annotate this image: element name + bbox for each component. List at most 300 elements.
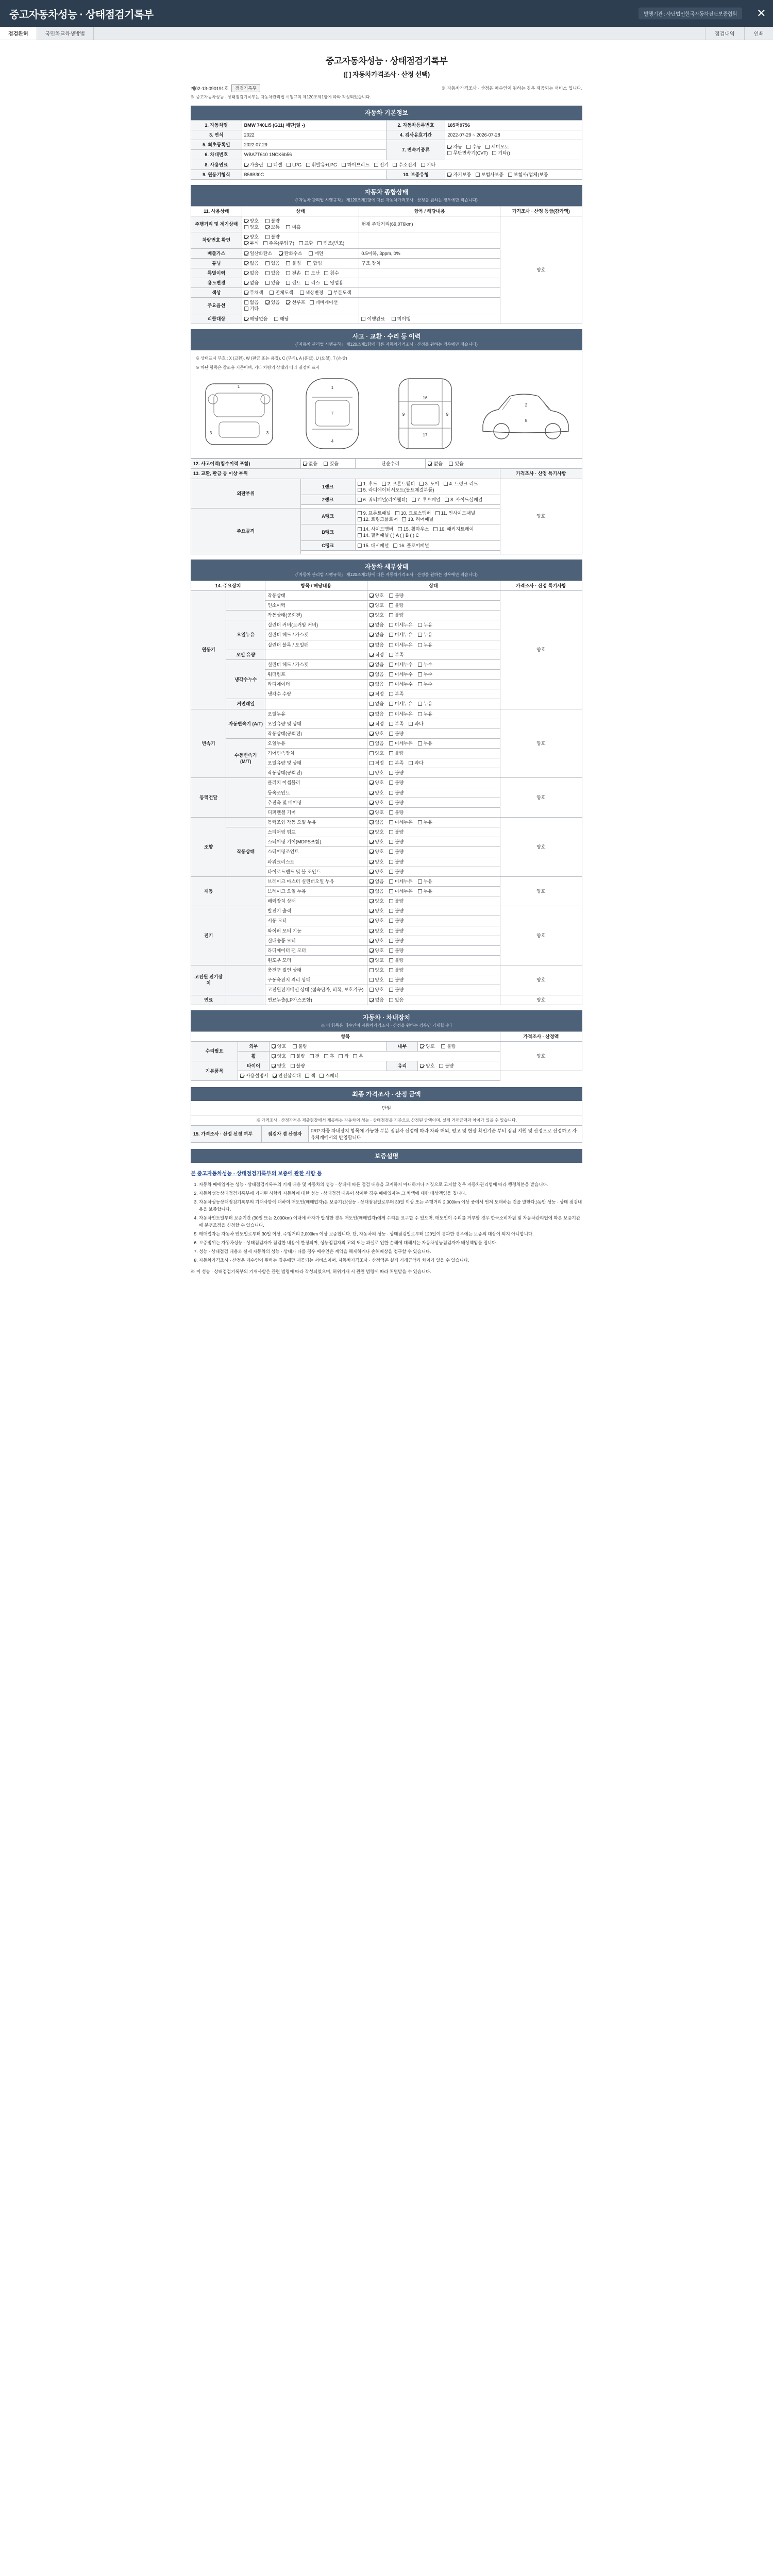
value-tire[interactable]: [269, 1061, 386, 1071]
opt-없음[interactable]: [369, 711, 384, 717]
checkbox-icon[interactable]: [358, 498, 362, 502]
checkbox-icon[interactable]: [244, 317, 248, 321]
checkbox-icon[interactable]: [389, 889, 393, 893]
checkbox-icon[interactable]: [389, 879, 393, 884]
opt-transmission-etc[interactable]: 기타(): [492, 150, 510, 156]
checkbox-icon[interactable]: [324, 271, 328, 275]
tier-a-items[interactable]: [355, 508, 500, 524]
opt-transmission-cvt[interactable]: 무단변속기(CVT): [447, 150, 488, 156]
opt-없음[interactable]: [369, 888, 384, 894]
close-icon[interactable]: ✕: [757, 7, 766, 20]
checkbox-icon[interactable]: [418, 741, 422, 745]
opt-양호[interactable]: [369, 928, 384, 934]
checkbox-icon[interactable]: [369, 781, 374, 785]
checkbox-icon[interactable]: [265, 261, 270, 265]
detail-options[interactable]: [367, 916, 500, 926]
checkbox-icon[interactable]: [389, 850, 393, 854]
checkbox-icon[interactable]: [389, 948, 393, 953]
checkbox-icon[interactable]: [244, 307, 248, 311]
checkbox-icon[interactable]: [418, 663, 422, 667]
opt-options-none[interactable]: 없음: [244, 299, 259, 306]
opt-wheel-house[interactable]: 15. 휠하우스: [398, 526, 429, 532]
checkbox-icon[interactable]: [418, 712, 422, 716]
row-color-state[interactable]: [242, 288, 359, 298]
checkbox-icon[interactable]: [389, 761, 393, 765]
opt-누유[interactable]: [418, 632, 432, 638]
checkbox-icon[interactable]: [418, 889, 422, 893]
opt-없음[interactable]: [369, 701, 384, 707]
tab-detail[interactable]: 점검내역: [705, 27, 744, 40]
checkbox-icon[interactable]: [300, 291, 304, 295]
checkbox-icon[interactable]: [369, 603, 374, 607]
checkbox-icon[interactable]: [244, 219, 248, 223]
checkbox-icon[interactable]: [353, 1054, 357, 1058]
opt-special-total-loss[interactable]: 전손: [286, 270, 300, 276]
checkbox-icon[interactable]: [358, 517, 362, 521]
checkbox-icon[interactable]: [389, 968, 393, 972]
opt-미세누유[interactable]: [389, 632, 413, 638]
checkbox-icon[interactable]: [369, 879, 374, 884]
opt-없음[interactable]: [369, 878, 384, 885]
opt-warranty-company[interactable]: 보험사(업체)보증: [508, 172, 548, 178]
detail-options[interactable]: [367, 659, 500, 669]
checkbox-icon[interactable]: [274, 317, 278, 321]
opt-warranty-self[interactable]: 자기보증: [447, 172, 471, 178]
detail-options[interactable]: [367, 768, 500, 778]
checkbox-icon[interactable]: [369, 643, 374, 647]
opt-wheel-good[interactable]: 양호: [272, 1053, 286, 1059]
checkbox-icon[interactable]: [418, 623, 422, 627]
opt-fuel-hybrid[interactable]: 하이브리드: [342, 162, 369, 168]
detail-options[interactable]: [367, 896, 500, 906]
opt-적정[interactable]: [369, 652, 384, 658]
checkbox-icon[interactable]: [369, 948, 374, 953]
opt-transmission-manual[interactable]: 수동: [466, 144, 481, 150]
opt-emission-hc[interactable]: 탄화수소: [279, 250, 303, 257]
opt-과다[interactable]: [409, 760, 423, 766]
checkbox-icon[interactable]: [317, 241, 322, 245]
opt-emission-co[interactable]: 일산화탄소: [244, 250, 272, 257]
opt-불량[interactable]: [389, 800, 404, 806]
detail-options[interactable]: [367, 857, 500, 867]
detail-options[interactable]: [367, 590, 500, 600]
checkbox-icon[interactable]: [382, 482, 386, 486]
opt-없음[interactable]: [369, 642, 384, 648]
opt-미세누유[interactable]: [389, 878, 413, 885]
checkbox-icon[interactable]: [291, 1064, 295, 1068]
opt-누수[interactable]: [418, 662, 432, 668]
detail-options[interactable]: [367, 956, 500, 965]
checkbox-icon[interactable]: [328, 291, 332, 295]
checkbox-icon[interactable]: [369, 978, 374, 982]
checkbox-icon[interactable]: [389, 751, 393, 755]
opt-fuel-lpg[interactable]: LPG: [287, 162, 301, 168]
opt-불량[interactable]: [389, 957, 404, 963]
checkbox-icon[interactable]: [369, 682, 374, 686]
opt-front-panel[interactable]: 9. 프론트패널: [358, 510, 391, 516]
opt-미세누수[interactable]: [389, 681, 413, 687]
checkbox-icon[interactable]: [244, 261, 248, 265]
opt-color-changed[interactable]: 색상변경: [300, 290, 324, 296]
row-usechange-state[interactable]: [242, 278, 359, 287]
checkbox-icon[interactable]: [418, 643, 422, 647]
opt-없음[interactable]: [369, 819, 384, 825]
checkbox-icon[interactable]: [369, 840, 374, 844]
checkbox-icon[interactable]: [369, 771, 374, 775]
checkbox-icon[interactable]: [369, 850, 374, 854]
checkbox-icon[interactable]: [389, 929, 393, 933]
opt-없음[interactable]: [369, 997, 384, 1003]
tab-education[interactable]: 국민차교육생방법: [37, 27, 94, 40]
detail-options[interactable]: [367, 837, 500, 847]
opt-누유[interactable]: [418, 740, 432, 747]
detail-options[interactable]: [367, 620, 500, 630]
checkbox-icon[interactable]: [393, 163, 397, 167]
opt-불량[interactable]: [389, 592, 404, 599]
opt-미세누유[interactable]: [389, 622, 413, 628]
opt-spanner[interactable]: 스패너: [320, 1073, 339, 1079]
checkbox-icon[interactable]: [435, 511, 440, 515]
opt-wheel-left[interactable]: 좌: [339, 1053, 349, 1059]
checkbox-icon[interactable]: [324, 1054, 328, 1058]
checkbox-icon[interactable]: [418, 672, 422, 676]
detail-options[interactable]: [367, 926, 500, 936]
opt-tuning-yes[interactable]: 있음: [265, 260, 280, 266]
opt-부족[interactable]: [389, 652, 404, 658]
opt-color-partial-paint[interactable]: 부분도색: [328, 290, 351, 296]
opt-special-none[interactable]: 없음: [244, 270, 259, 276]
checkbox-icon[interactable]: [299, 241, 303, 245]
opt-color-plain[interactable]: 무채색: [244, 290, 263, 296]
checkbox-icon[interactable]: [342, 163, 346, 167]
checkbox-icon[interactable]: [418, 682, 422, 686]
checkbox-icon[interactable]: [244, 163, 248, 167]
checkbox-icon[interactable]: [369, 860, 374, 864]
opt-usechange-none[interactable]: 없음: [244, 280, 259, 286]
checkbox-icon[interactable]: [389, 623, 393, 627]
opt-불량[interactable]: [389, 947, 404, 954]
opt-simple-repair-none[interactable]: 없음: [428, 461, 442, 467]
detail-options[interactable]: [367, 728, 500, 738]
opt-usechange-yes[interactable]: 있음: [265, 280, 280, 286]
checkbox-icon[interactable]: [369, 939, 374, 943]
detail-options[interactable]: [367, 669, 500, 679]
opt-불량[interactable]: [389, 849, 404, 855]
opt-적정[interactable]: [369, 760, 384, 766]
value-transmission[interactable]: [445, 140, 582, 160]
checkbox-icon[interactable]: [272, 1044, 276, 1048]
opt-floor-panel[interactable]: 16. 플로어패널: [393, 543, 429, 549]
checkbox-icon[interactable]: [418, 633, 422, 637]
value-warranty-type[interactable]: [445, 170, 582, 179]
checkbox-icon[interactable]: [389, 939, 393, 943]
row-tuning-state[interactable]: [242, 258, 359, 268]
opt-양호[interactable]: [369, 977, 384, 983]
opt-fuel-diesel[interactable]: 디젤: [267, 162, 282, 168]
opt-양호[interactable]: [369, 800, 384, 806]
checkbox-icon[interactable]: [508, 173, 512, 177]
checkbox-icon[interactable]: [358, 527, 362, 531]
opt-불량[interactable]: [389, 829, 404, 835]
opt-odometer-high[interactable]: 미흡: [286, 224, 300, 230]
opt-tuning-illegal[interactable]: 불법: [286, 260, 300, 266]
checkbox-icon[interactable]: [310, 1054, 314, 1058]
opt-미세누유[interactable]: [389, 642, 413, 648]
checkbox-icon[interactable]: [369, 929, 374, 933]
checkbox-icon[interactable]: [419, 482, 424, 486]
checkbox-icon[interactable]: [389, 830, 393, 834]
checkbox-icon[interactable]: [293, 1044, 297, 1048]
opt-양호[interactable]: [369, 938, 384, 944]
checkbox-icon[interactable]: [369, 820, 374, 824]
checkbox-icon[interactable]: [273, 1074, 277, 1078]
detail-options[interactable]: [367, 630, 500, 640]
opt-exterior-bad[interactable]: 불량: [293, 1043, 307, 1049]
checkbox-icon[interactable]: [389, 810, 393, 815]
opt-vin-bad[interactable]: 불량: [265, 234, 280, 240]
checkbox-icon[interactable]: [244, 225, 248, 229]
opt-accident-yes[interactable]: 있음: [324, 461, 338, 467]
checkbox-icon[interactable]: [267, 163, 272, 167]
opt-manual[interactable]: 사용설명서: [240, 1073, 268, 1079]
opt-fuel-hydrogen[interactable]: 수소전지: [393, 162, 416, 168]
checkbox-icon[interactable]: [369, 732, 374, 736]
checkbox-icon[interactable]: [409, 722, 413, 726]
opt-양호[interactable]: [369, 869, 384, 875]
detail-options[interactable]: [367, 887, 500, 896]
checkbox-icon[interactable]: [395, 511, 399, 515]
value-interior[interactable]: [418, 1041, 500, 1051]
row-emission-state[interactable]: [242, 248, 359, 258]
opt-누유[interactable]: [418, 701, 432, 707]
checkbox-icon[interactable]: [324, 462, 328, 466]
detail-options[interactable]: [367, 738, 500, 748]
opt-불량[interactable]: [389, 918, 404, 924]
checkbox-icon[interactable]: [286, 271, 290, 275]
opt-emission-smoke[interactable]: 매연: [309, 250, 323, 257]
opt-dash-panel[interactable]: 15. 대시패널: [358, 543, 389, 549]
opt-불량[interactable]: [389, 908, 404, 914]
opt-불량[interactable]: [389, 839, 404, 845]
opt-exterior-good[interactable]: 양호: [272, 1043, 286, 1049]
checkbox-icon[interactable]: [389, 594, 393, 598]
row-options-state[interactable]: [242, 298, 359, 314]
opt-미세누유[interactable]: [389, 711, 413, 717]
checkbox-icon[interactable]: [286, 225, 290, 229]
detail-options[interactable]: [367, 995, 500, 1005]
checkbox-icon[interactable]: [303, 462, 307, 466]
opt-warning-triangle[interactable]: 안전삼각대: [273, 1073, 300, 1079]
opt-없음[interactable]: [369, 671, 384, 677]
opt-불량[interactable]: [389, 938, 404, 944]
checkbox-icon[interactable]: [389, 791, 393, 795]
opt-odometer-low[interactable]: 양호: [244, 224, 259, 230]
opt-불량[interactable]: [389, 859, 404, 865]
checkbox-icon[interactable]: [389, 633, 393, 637]
opt-inside-panel[interactable]: 11. 인사이드패널: [435, 510, 476, 516]
opt-wheel-front[interactable]: 전: [310, 1053, 320, 1059]
opt-불량[interactable]: [389, 731, 404, 737]
detail-options[interactable]: [367, 876, 500, 886]
opt-door[interactable]: 3. 도어: [419, 481, 439, 487]
detail-options[interactable]: [367, 975, 500, 985]
checkbox-icon[interactable]: [389, 919, 393, 923]
checkbox-icon[interactable]: [389, 840, 393, 844]
opt-options-navigation[interactable]: 네비게이션: [310, 299, 338, 306]
opt-simple-repair-yes[interactable]: 있음: [449, 461, 463, 467]
checkbox-icon[interactable]: [286, 281, 290, 285]
opt-tuning-legal[interactable]: 합법: [307, 260, 322, 266]
opt-warranty-insurer[interactable]: 보험사보증: [476, 172, 503, 178]
opt-불량[interactable]: [389, 750, 404, 756]
opt-odometer-mid[interactable]: 보통: [265, 224, 280, 230]
checkbox-icon[interactable]: [369, 712, 374, 716]
checkbox-icon[interactable]: [358, 533, 362, 537]
opt-recall-yes[interactable]: 해당: [274, 316, 289, 322]
tab-print[interactable]: 인쇄: [744, 27, 773, 40]
opt-vin-stamp[interactable]: 주유(주입구): [263, 240, 294, 246]
checkbox-icon[interactable]: [389, 781, 393, 785]
checkbox-icon[interactable]: [445, 498, 449, 502]
detail-options[interactable]: [367, 798, 500, 807]
detail-options[interactable]: [367, 906, 500, 916]
checkbox-icon[interactable]: [265, 271, 270, 275]
opt-누유[interactable]: [418, 711, 432, 717]
checkbox-icon[interactable]: [263, 241, 267, 245]
opt-누유[interactable]: [418, 819, 432, 825]
opt-미세누유[interactable]: [389, 740, 413, 747]
opt-적정[interactable]: [369, 691, 384, 697]
checkbox-icon[interactable]: [361, 317, 365, 321]
opt-양호[interactable]: [369, 839, 384, 845]
opt-fuel-electric[interactable]: 전기: [374, 162, 389, 168]
opt-radiator-support[interactable]: 5. 라디에이터서포트(볼트체결부품): [358, 487, 434, 493]
checkbox-icon[interactable]: [369, 830, 374, 834]
checkbox-icon[interactable]: [389, 702, 393, 706]
checkbox-icon[interactable]: [369, 988, 374, 992]
detail-options[interactable]: [367, 689, 500, 699]
tier-1-items[interactable]: [355, 479, 500, 495]
opt-불량[interactable]: [389, 602, 404, 608]
value-accessories[interactable]: [238, 1071, 500, 1081]
detail-options[interactable]: [367, 650, 500, 659]
value-simple-repair[interactable]: [426, 459, 582, 469]
checkbox-icon[interactable]: [240, 1074, 244, 1078]
checkbox-icon[interactable]: [270, 291, 274, 295]
checkbox-icon[interactable]: [369, 958, 374, 962]
opt-불량[interactable]: [389, 779, 404, 786]
checkbox-icon[interactable]: [389, 820, 393, 824]
checkbox-icon[interactable]: [409, 761, 413, 765]
checkbox-icon[interactable]: [265, 235, 270, 239]
opt-양호[interactable]: [369, 918, 384, 924]
checkbox-icon[interactable]: [358, 511, 362, 515]
opt-불량[interactable]: [389, 790, 404, 796]
opt-vin-good[interactable]: 양호: [244, 234, 259, 240]
checkbox-icon[interactable]: [389, 643, 393, 647]
opt-side-sill-panel[interactable]: 8. 사이드실패널: [445, 497, 482, 503]
opt-양호[interactable]: [369, 612, 384, 618]
checkbox-icon[interactable]: [272, 1054, 276, 1058]
checkbox-icon[interactable]: [389, 741, 393, 745]
checkbox-icon[interactable]: [420, 1044, 424, 1048]
checkbox-icon[interactable]: [389, 732, 393, 736]
opt-양호[interactable]: [369, 809, 384, 816]
tab-inspection[interactable]: 점검완허: [0, 27, 37, 40]
checkbox-icon[interactable]: [369, 919, 374, 923]
opt-wheel-rear[interactable]: 후: [324, 1053, 334, 1059]
opt-누수[interactable]: [418, 671, 432, 677]
checkbox-icon[interactable]: [447, 151, 451, 155]
row-recall-state[interactable]: [242, 314, 359, 324]
detail-options[interactable]: [367, 749, 500, 758]
checkbox-icon[interactable]: [439, 1064, 443, 1068]
detail-options[interactable]: [367, 945, 500, 955]
checkbox-icon[interactable]: [339, 1054, 343, 1058]
checkbox-icon[interactable]: [244, 241, 248, 245]
checkbox-icon[interactable]: [389, 870, 393, 874]
checkbox-icon[interactable]: [389, 978, 393, 982]
checkbox-icon[interactable]: [389, 899, 393, 903]
checkbox-icon[interactable]: [369, 810, 374, 815]
checkbox-icon[interactable]: [244, 271, 248, 275]
checkbox-icon[interactable]: [272, 1064, 276, 1068]
opt-양호[interactable]: [369, 750, 384, 756]
tier-2-items[interactable]: [355, 495, 500, 504]
checkbox-icon[interactable]: [244, 251, 248, 256]
detail-options[interactable]: [367, 709, 500, 719]
opt-부족[interactable]: [389, 691, 404, 697]
checkbox-icon[interactable]: [305, 1074, 309, 1078]
checkbox-icon[interactable]: [358, 544, 362, 548]
opt-hood[interactable]: 1. 후드: [358, 481, 377, 487]
opt-양호[interactable]: [369, 602, 384, 608]
checkbox-icon[interactable]: [421, 163, 425, 167]
opt-불량[interactable]: [389, 967, 404, 973]
checkbox-icon[interactable]: [485, 145, 490, 149]
checkbox-icon[interactable]: [369, 968, 374, 972]
checkbox-icon[interactable]: [389, 998, 393, 1002]
opt-options-etc[interactable]: 기타: [244, 306, 259, 312]
checkbox-icon[interactable]: [389, 722, 393, 726]
checkbox-icon[interactable]: [358, 488, 362, 492]
opt-wheel-right[interactable]: 우: [353, 1053, 363, 1059]
checkbox-icon[interactable]: [393, 544, 397, 548]
opt-미세누유[interactable]: [389, 819, 413, 825]
checkbox-icon[interactable]: [291, 1054, 295, 1058]
checkbox-icon[interactable]: [389, 958, 393, 962]
opt-불량[interactable]: [389, 928, 404, 934]
opt-transmission-semi[interactable]: 세미오토: [485, 144, 509, 150]
opt-미세누유[interactable]: [389, 701, 413, 707]
checkbox-icon[interactable]: [286, 261, 290, 265]
checkbox-icon[interactable]: [369, 623, 374, 627]
checkbox-icon[interactable]: [369, 998, 374, 1002]
opt-tuning-none[interactable]: 없음: [244, 260, 259, 266]
row-vin-check-state[interactable]: [242, 232, 359, 248]
detail-options[interactable]: [367, 611, 500, 620]
opt-부족[interactable]: [389, 760, 404, 766]
opt-누유[interactable]: [418, 642, 432, 648]
checkbox-icon[interactable]: [369, 692, 374, 696]
value-accident-history[interactable]: [300, 459, 355, 469]
opt-vin-altered[interactable]: 변조(변조): [317, 240, 344, 246]
opt-odometer-good[interactable]: 양호: [244, 218, 259, 224]
opt-options-yes[interactable]: 있음: [265, 299, 280, 306]
detail-options[interactable]: [367, 758, 500, 768]
opt-vin-replace[interactable]: 교환: [299, 240, 313, 246]
opt-usechange-lease[interactable]: 리스: [305, 280, 320, 286]
